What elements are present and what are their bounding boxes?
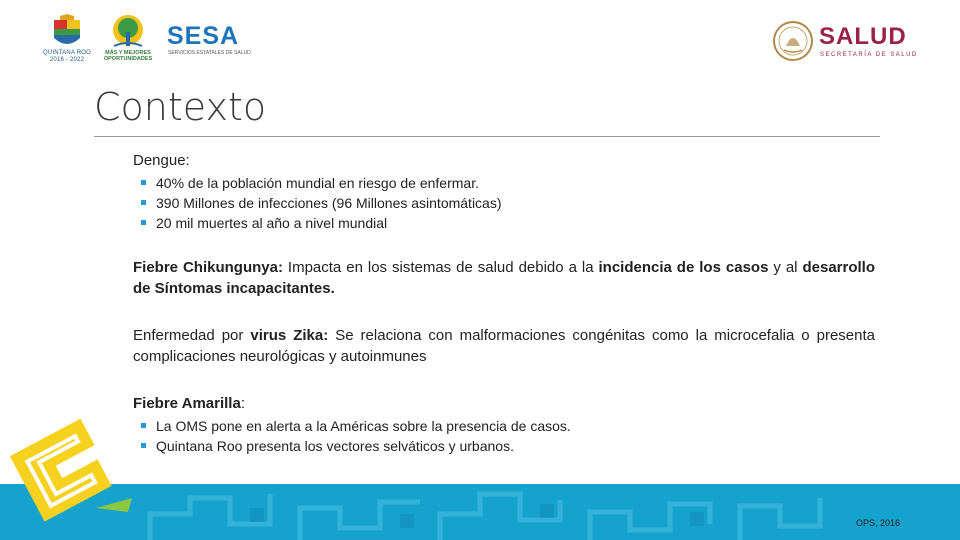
zika-text-2: Se relaciona con malformaciones congénitas como la microcefalia o presenta complicaciones neurológicas y autoinmunes [133, 327, 876, 365]
salud-logo [772, 20, 924, 64]
sesa-subtitle: SERVICIOS ESTATALES DE SALUD [168, 50, 251, 56]
salud-wordmark: SALUD [819, 23, 907, 50]
bullet-square-icon [141, 180, 146, 185]
quintana-roo-logo [36, 14, 98, 66]
bullet-square-icon [141, 220, 146, 225]
sesa-logo [165, 22, 251, 58]
mayan-pattern-icon [0, 484, 960, 540]
dengue-colon: : [185, 152, 190, 169]
list-item [141, 416, 875, 436]
bullet-square-icon [141, 200, 146, 205]
mas-caption-2: OPORTUNIDADES [103, 56, 153, 62]
chikungunya-text-2: y al [768, 259, 803, 276]
fiebre-amarilla-section [133, 393, 875, 456]
list-item [141, 213, 875, 233]
dengue-section [133, 150, 875, 233]
mas-y-mejores-logo [102, 14, 154, 66]
dengue-bullet-1: 40% de la población mundial en riesgo de enfermar. [156, 175, 479, 191]
quintana-roo-years: 2016 - 2022 [49, 57, 85, 63]
amarilla-bullet-2: Quintana Roo presenta los vectores selváticos y urbanos. [156, 438, 514, 454]
amarilla-bullet-list [133, 416, 875, 456]
list-item [141, 173, 875, 193]
list-item [141, 193, 875, 213]
quintana-roo-shield-icon [36, 14, 98, 50]
yellow-glyph-decoration-icon [0, 390, 140, 540]
salud-subtitle: SECRETARÍA DE SALUD [820, 52, 918, 58]
chikungunya-text-1: Impacta en los sistemas de salud debido a la [282, 259, 599, 276]
national-seal-icon [772, 20, 814, 62]
title-divider [94, 136, 880, 137]
chikungunya-heading: Fiebre Chikungunya: [133, 259, 283, 276]
footer-band [0, 484, 960, 540]
bullet-square-icon [141, 423, 146, 428]
chikungunya-bold-1: incidencia de los casos [598, 259, 769, 276]
dengue-heading: Dengue [133, 152, 186, 169]
page-title: Contexto [94, 85, 267, 129]
quintana-roo-caption: QUINTANA ROO [43, 50, 91, 56]
amarilla-heading: Fiebre Amarilla [133, 395, 241, 412]
dengue-bullet-3: 20 mil muertes al año a nivel mundial [156, 215, 388, 231]
mas-caption-1: MÁS Y MEJORES [105, 50, 151, 56]
amarilla-bullet-1: La OMS pone en alerta a la Américas sobre la presencia de casos. [156, 418, 571, 434]
source-citation: OPS, 2016 [856, 518, 901, 528]
dengue-bullet-2: 390 Millones de infecciones (96 Millones asintomáticas) [156, 195, 502, 211]
zika-section [133, 325, 875, 367]
chikungunya-bold-2: desarrollo de Síntomas incapacitantes. [133, 259, 875, 297]
list-item [141, 436, 875, 456]
dengue-bullet-list [133, 173, 875, 233]
zika-bold-1: virus Zika: [250, 327, 329, 344]
sesa-wordmark: SESA [167, 22, 240, 50]
tree-icon [102, 14, 154, 50]
zika-text-1: Enfermedad por [133, 327, 251, 344]
bullet-square-icon [141, 443, 146, 448]
amarilla-colon: : [240, 395, 245, 412]
chikungunya-section [133, 257, 875, 299]
